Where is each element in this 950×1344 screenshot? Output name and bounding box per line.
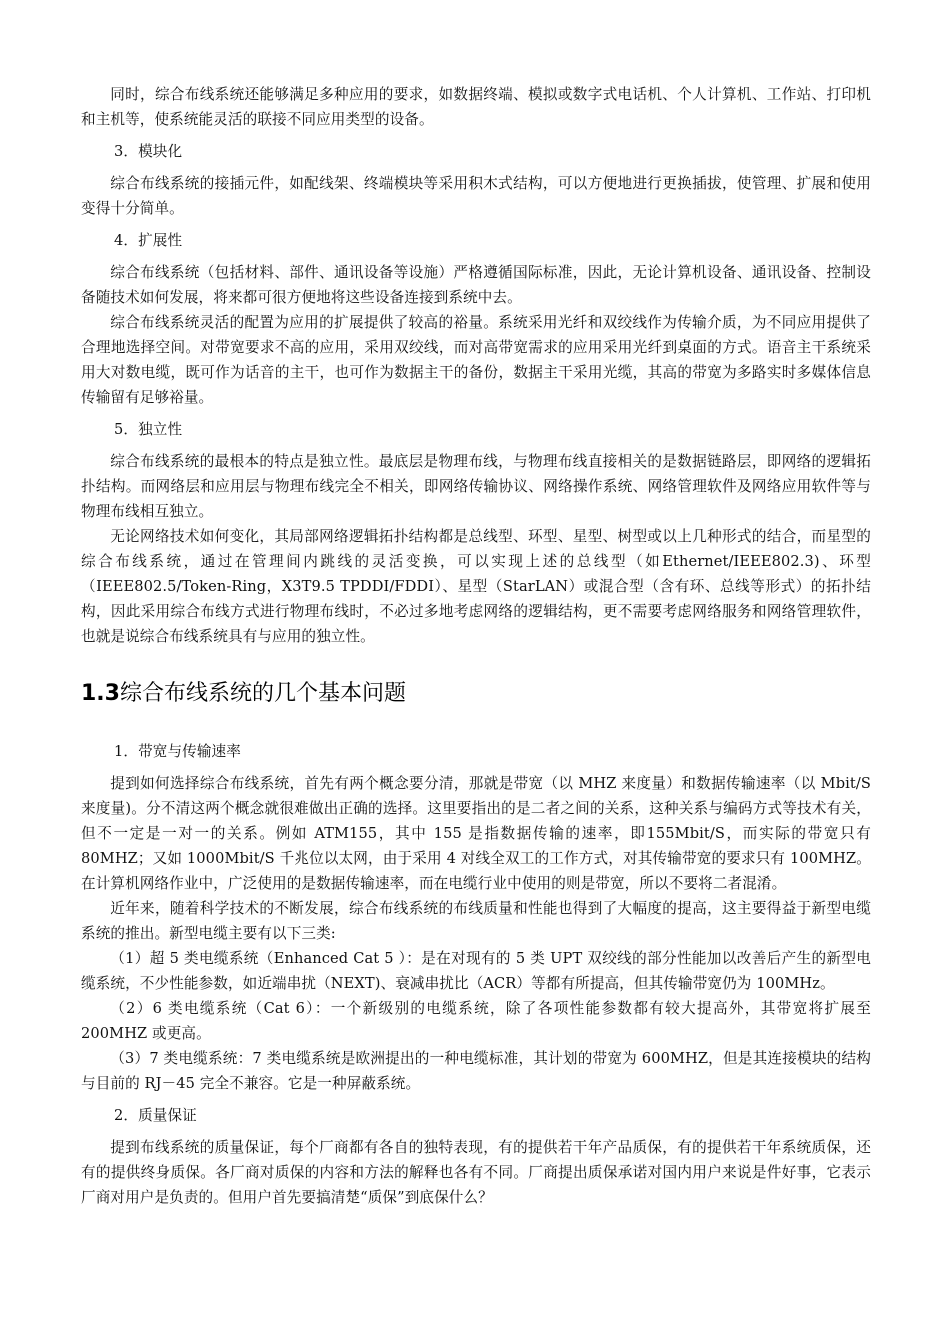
subheading-independence: 5．独立性 (114, 421, 183, 438)
paragraph: 无论网络技术如何变化，其局部网络逻辑拓扑结构都是总线型、环型、星型、树型或以上几种形式的结合，而星型的综合布线系统，通过在管理间内跳线的灵活变换，可以实现上述的总线型（如Ethernet/IEEE802.3)、环型（IEEE802.5/Token-Ring，X3T9.5 TPDDI/FDDI）、星型（StarLAN）或混合型（含有环、总线等形式）的拓扑结构，因此采用综合布线方式进行物理布线时，不必过多地考虑网络的逻辑结构，更不需要考虑网络服务和网络管理软件，也就是说综合布线系统具有与应用的独立性。 (81, 528, 871, 645)
paragraph: （2）6 类电缆系统（Cat 6）：一个新级别的电缆系统，除了各项性能参数都有较大提高外，其带宽将扩展至 200MHZ 或更高。 (81, 1000, 871, 1042)
paragraph: 近年来，随着科学技术的不断发展，综合布线系统的布线质量和性能也得到了大幅度的提高，这主要得益于新型电缆系统的推出。新型电缆主要有以下三类: (81, 900, 871, 942)
paragraph: （3）7 类电缆系统：7 类电缆系统是欧洲提出的一种电缆标准，其计划的带宽为 600MHZ，但是其连接模块的结构与目前的 RJ－45 完全不兼容。它是一种屏蔽系统。 (81, 1050, 871, 1092)
paragraph: 综合布线系统的最根本的特点是独立性。最底层是物理布线，与物理布线直接相关的是数据链路层，即网络的逻辑拓扑结构。而网络层和应用层与物理布线完全不相关，即网络传输协议、网络操作系统、网络管理软件及网络应用软件等与物理布线相互独立。 (81, 453, 871, 520)
subheading-bandwidth: 1．带宽与传输速率 (114, 743, 241, 760)
section-number: 1.3 (81, 681, 120, 706)
paragraph: 综合布线系统灵活的配置为应用的扩展提供了较高的裕量。系统采用光纤和双绞线作为传输介质，为不同应用提供了合理地选择空间。对带宽要求不高的应用，采用双绞线，而对高带宽需求的应用采用光纤到桌面的方式。语音主干系统采用大对数电缆，既可作为话音的主干，也可作为数据主干的备份，数据主干采用光缆，其高的带宽为多路实时多媒体信息传输留有足够裕量。 (81, 314, 871, 406)
paragraph: 综合布线系统（包括材料、部件、通讯设备等设施）严格遵循国际标准，因此，无论计算机设备、通讯设备、控制设备随技术如何发展，将来都可很方便地将这些设备连接到系统中去。 (81, 264, 871, 306)
section-title (81, 679, 871, 709)
paragraph: （1）超 5 类电缆系统（Enhanced Cat 5 ）：是在对现有的 5 类 UPT 双绞线的部分性能加以改善后产生的新型电缆系统，不少性能参数，如近端串扰（NEXT)、衰减串扰比（ACR）等都有所提高，但其传输带宽仍为 100MHz。 (81, 950, 871, 992)
subheading-modularity: 3．模块化 (114, 143, 183, 160)
paragraph: 综合布线系统的接插元件，如配线架、终端模块等采用积木式结构，可以方便地进行更换插拔，使管理、扩展和使用变得十分简单。 (81, 175, 871, 217)
paragraph: 提到布线系统的质量保证，每个厂商都有各自的独特表现，有的提供若干年产品质保，有的提供若干年系统质保，还有的提供终身质保。各厂商对质保的内容和方法的解释也各有不同。厂商提出质保承诺对国内用户来说是件好事，它表示厂商对用户是负责的。但用户首先要搞清楚“质保”到底保什么？ (81, 1139, 871, 1206)
document-page (81, 82, 871, 1210)
section-title-text: 综合布线系统的几个基本问题 (119, 681, 406, 706)
subheading-quality: 2．质量保证 (114, 1107, 197, 1124)
paragraph: 同时，综合布线系统还能够满足多种应用的要求，如数据终端、模拟或数字式电话机、个人计算机、工作站、打印机和主机等，使系统能灵活的联接不同应用类型的设备。 (81, 86, 871, 128)
paragraph: 提到如何选择综合布线系统，首先有两个概念要分清，那就是带宽（以 MHZ 来度量）和数据传输速率（以 Mbit/S 来度量)。分不清这两个概念就很难做出正确的选择。这里要指出的是二者之间的关系，这种关系与编码方式等技术有关，但不一定是一对一的关系。例如 ATM155，其中 155 是指数据传输的速率，即155Mbit/S，而实际的带宽只有 80MHZ；又如 1000Mbit/S 千兆位以太网，由于采用 4 对线全双工的工作方式，对其传输带宽的要求只有 100MHZ。在计算机网络作业中，广泛使用的是数据传输速率，而在电缆行业中使用的则是带宽，所以不要将二者混淆。 (81, 775, 871, 892)
subheading-extensibility: 4．扩展性 (114, 232, 183, 249)
